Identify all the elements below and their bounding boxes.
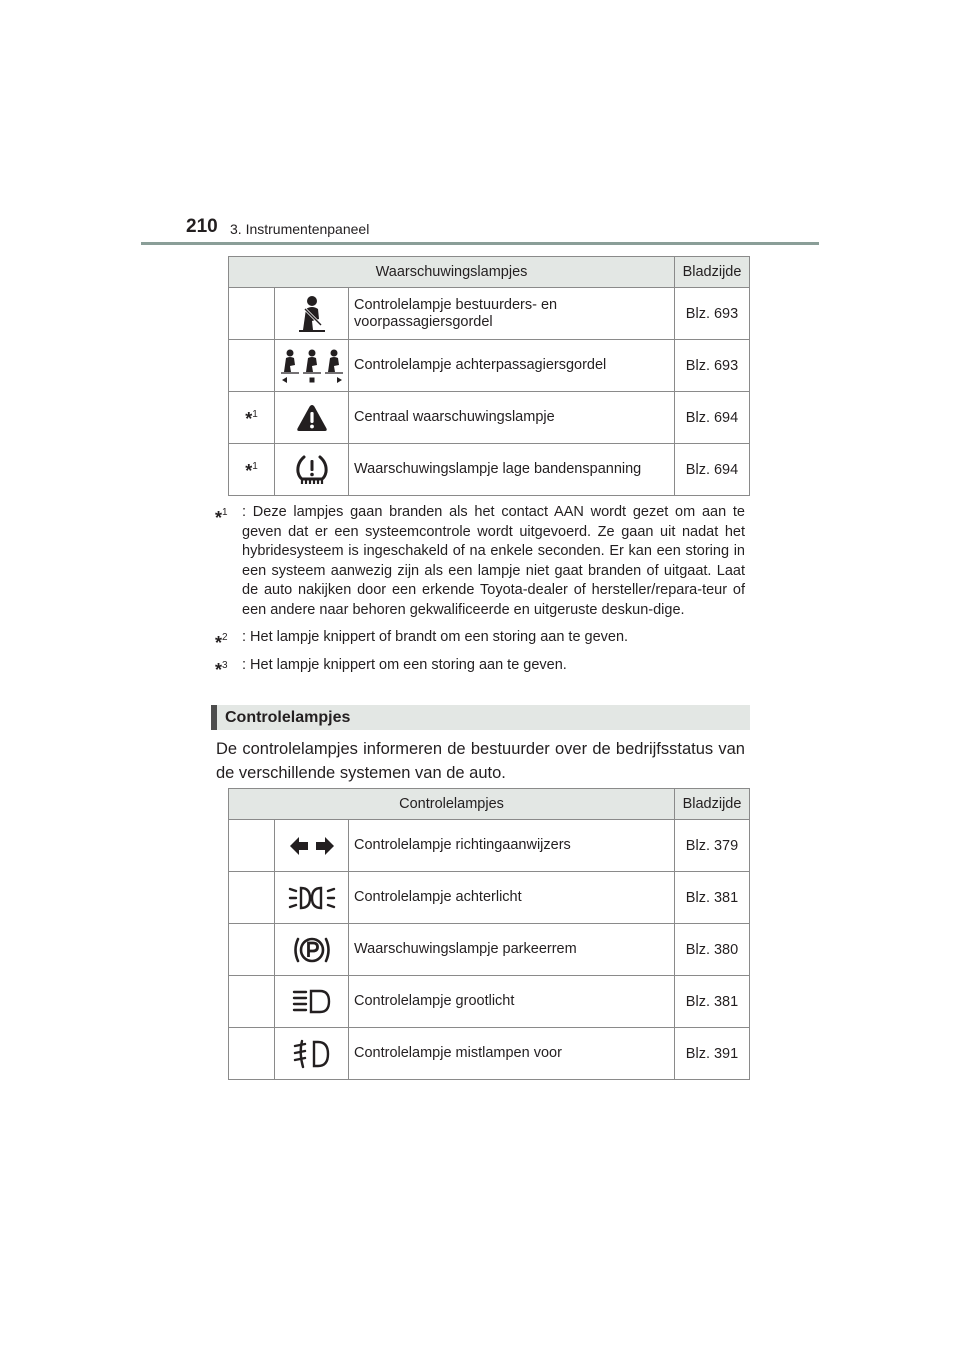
icon-cell: [275, 976, 349, 1028]
column-header-page: Bladzijde: [675, 789, 750, 820]
page-reference: Blz. 380: [675, 924, 750, 976]
row-mark: [229, 444, 275, 496]
footnote-asterisk: *: [215, 660, 223, 681]
icon-cell: [275, 820, 349, 872]
table-row: [229, 392, 750, 444]
table-row: [229, 976, 750, 1028]
intro-paragraph: De controlelampjes informeren de bestuurder over de bedrijfsstatus van de verschillende systemen van de auto.: [216, 740, 745, 782]
tire-pressure-icon: [295, 453, 329, 487]
page-reference: Blz. 694: [675, 444, 750, 496]
row-description: Controlelampje achterlicht: [349, 872, 675, 924]
footnote-number: 3: [222, 659, 228, 671]
table-row: [229, 820, 750, 872]
footnote: [215, 628, 745, 653]
icon-cell: [275, 392, 349, 444]
table-header-row: [229, 789, 750, 820]
column-header-page: Bladzijde: [675, 257, 750, 288]
row-mark: [229, 1028, 275, 1080]
row-description: Waarschuwingslampje parkeerrem: [349, 924, 675, 976]
high-beam-icon: [292, 988, 332, 1016]
master-warning-icon: [296, 403, 328, 433]
footnotes: [215, 503, 745, 683]
footnote-marker: [215, 628, 228, 652]
footnote-asterisk: *: [215, 507, 223, 528]
warning-lamps-table: [228, 256, 750, 496]
footnote-number: 1: [252, 409, 258, 421]
footnote-marker: [215, 503, 228, 527]
seatbelt-driver-passenger-icon: [295, 295, 329, 333]
rear-seatbelt-icon: [279, 348, 345, 384]
row-mark: [229, 976, 275, 1028]
row-mark: [229, 340, 275, 392]
row-mark: [229, 392, 275, 444]
turn-signal-icon: [288, 835, 336, 857]
column-header-lamps: Controlelampjes: [229, 789, 675, 820]
front-fog-light-icon: [292, 1039, 332, 1069]
row-mark: [229, 924, 275, 976]
row-mark: [229, 820, 275, 872]
row-description: Centraal waarschuwingslampje: [349, 392, 675, 444]
icon-cell: [275, 924, 349, 976]
table-row: [229, 872, 750, 924]
section-subheading: Controlelampjes: [211, 705, 750, 730]
header-divider: [141, 242, 819, 245]
page-reference: Blz. 381: [675, 872, 750, 924]
indicator-lamps-table: [228, 788, 750, 1080]
table-header-row: [229, 257, 750, 288]
page-number: 210: [186, 216, 218, 237]
footnote: [215, 503, 745, 620]
page-reference: Blz. 693: [675, 340, 750, 392]
table-row: [229, 924, 750, 976]
row-mark: [229, 872, 275, 924]
row-description: Controlelampje richtingaanwijzers: [349, 820, 675, 872]
page-reference: Blz. 379: [675, 820, 750, 872]
footnote-text: : Het lampje knippert om een storing aan te geven.: [242, 656, 567, 673]
footnote-number: 2: [222, 632, 228, 643]
footnote-marker: [215, 656, 228, 680]
row-description: Controlelampje bestuurders- en voorpassagiersgordel: [349, 288, 675, 340]
footnote: [215, 656, 745, 681]
footnote-number: 1: [252, 461, 258, 473]
footnote-number: 1: [222, 507, 228, 518]
footnote-text: : Het lampje knippert of brandt om een storing aan te geven.: [242, 629, 629, 645]
footnote-asterisk: *: [245, 409, 253, 429]
table-row: [229, 444, 750, 496]
tail-light-icon: [288, 885, 336, 911]
icon-cell: [275, 444, 349, 496]
icon-cell: [275, 872, 349, 924]
footnote-text: : Deze lampjes gaan branden als het contact AAN wordt gezet om aan te geven dat er een systeemcontrole wordt uitgevoerd. Ze gaan uit nadat het hybridesysteem is ingeschakeld of na enkele seconden. Er kan een storing in een systeem aanwezig zijn als een lampje niet gaat branden of uitgaat. Laat de auto nakijken door een erkende Toyota-dealer of hersteller/repara-teur of een andere naar behoren gekwalificeerde en uitgeruste deskun-dige.: [242, 504, 745, 618]
row-description: Waarschuwingslampje lage bandenspanning: [349, 444, 675, 496]
footnote-asterisk: *: [245, 461, 253, 481]
column-header-lamps: Waarschuwingslampjes: [229, 257, 675, 288]
section-title: 3. Instrumentenpaneel: [230, 221, 370, 237]
row-description: Controlelampje mistlampen voor: [349, 1028, 675, 1080]
icon-cell: [275, 340, 349, 392]
table-row: [229, 288, 750, 340]
table-row: [229, 340, 750, 392]
page-reference: Blz. 381: [675, 976, 750, 1028]
row-description: Controlelampje achterpassagiersgordel: [349, 340, 675, 392]
footnote-asterisk: *: [215, 632, 223, 653]
page-reference: Blz. 693: [675, 288, 750, 340]
icon-cell: [275, 288, 349, 340]
table-row: [229, 1028, 750, 1080]
icon-cell: [275, 1028, 349, 1080]
row-description: Controlelampje grootlicht: [349, 976, 675, 1028]
row-mark: [229, 288, 275, 340]
page-reference: Blz. 391: [675, 1028, 750, 1080]
parking-brake-icon: [292, 934, 332, 966]
page-reference: Blz. 694: [675, 392, 750, 444]
